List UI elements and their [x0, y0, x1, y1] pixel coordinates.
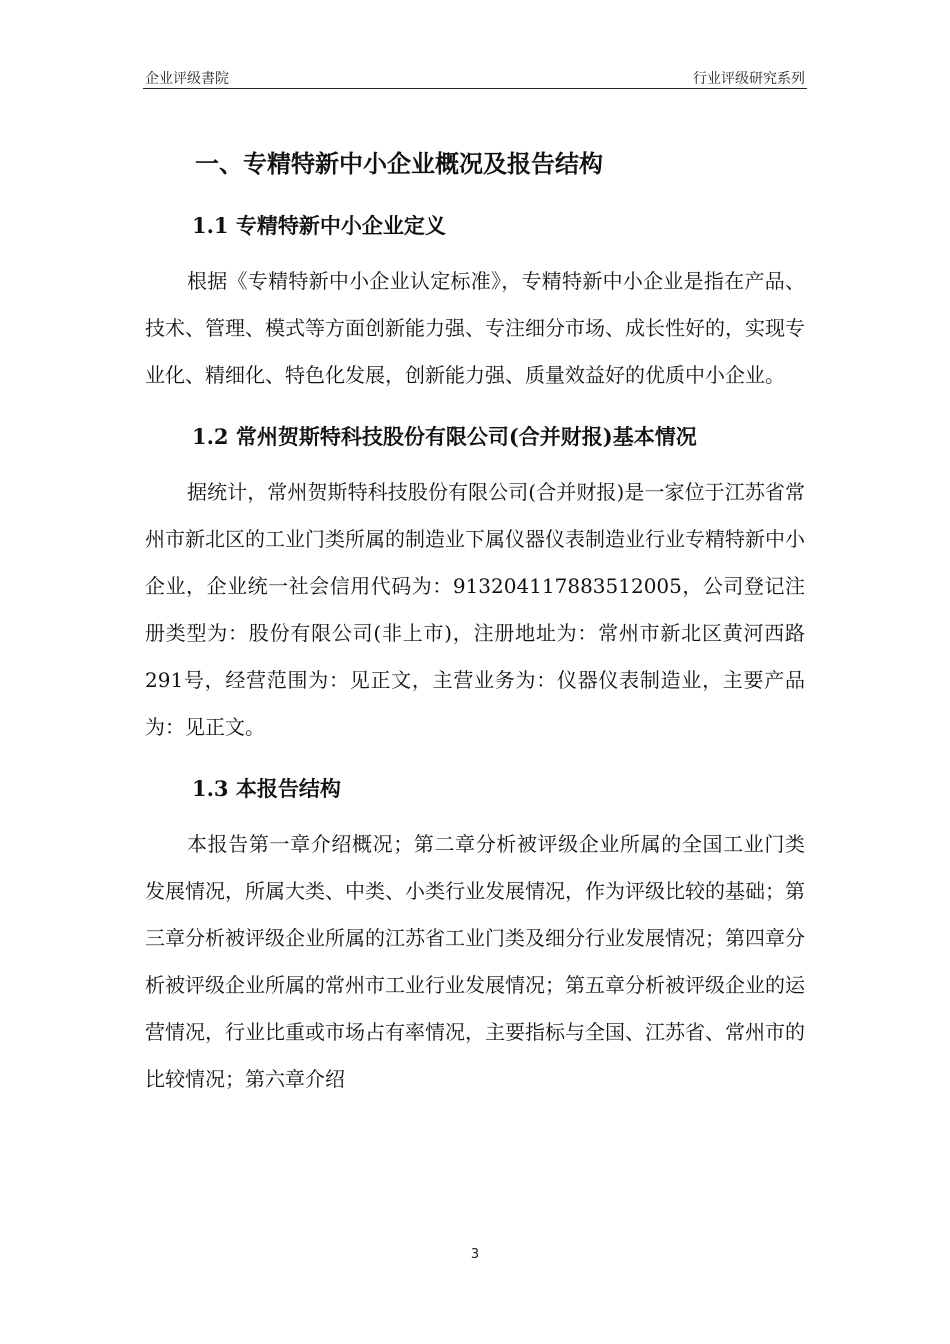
section-title-company-info: 1.2 常州贺斯特科技股份有限公司(合并财报)基本情况	[192, 424, 697, 449]
section-title-report-structure: 1.3 本报告结构	[192, 776, 341, 801]
definition-paragraph: 根据《专精特新中小企业认定标准》，专精特新中小企业是指在产品、技术、管理、模式等方面创新能力强、专注细分市场、成长性好的，实现专业化、精细化、特色化发展，创新能力强、质量效益好的优质中小企业。	[145, 269, 805, 387]
page-number: 3	[470, 1247, 480, 1262]
header-series: 行业评级研究系列	[693, 71, 805, 87]
chapter-title: 一、专精特新中小企业概况及报告结构	[195, 149, 603, 178]
company-info-paragraph: 据统计，常州贺斯特科技股份有限公司(合并财报)是一家位于江苏省常州市新北区的工业门类所属的制造业下属仪器仪表制造业行业专精特新中小企业，企业统一社会信用代码为：913204117883512005，公司登记注册类型为：股份有限公司(非上市)，注册地址为：常州市新北区黄河西路291号，经营范围为：见正文，主营业务为：仪器仪表制造业，主要产品为：见正文。	[145, 480, 805, 739]
report-structure-paragraph: 本报告第一章介绍概况；第二章分析被评级企业所属的全国工业门类发展情况，所属大类、中类、小类行业发展情况，作为评级比较的基础；第三章分析被评级企业所属的江苏省工业门类及细分行业发展情况；第四章分析被评级企业所属的常州市工业行业发展情况；第五章分析被评级企业的运营情况，行业比重或市场占有率情况，主要指标与全国、江苏省、常州市的比较情况；第六章介绍	[145, 832, 805, 1091]
section-title-definition: 1.1 专精特新中小企业定义	[192, 213, 446, 238]
page-header	[143, 66, 807, 89]
header-publisher: 企业评级書院	[145, 71, 229, 87]
page-content	[145, 140, 805, 1103]
